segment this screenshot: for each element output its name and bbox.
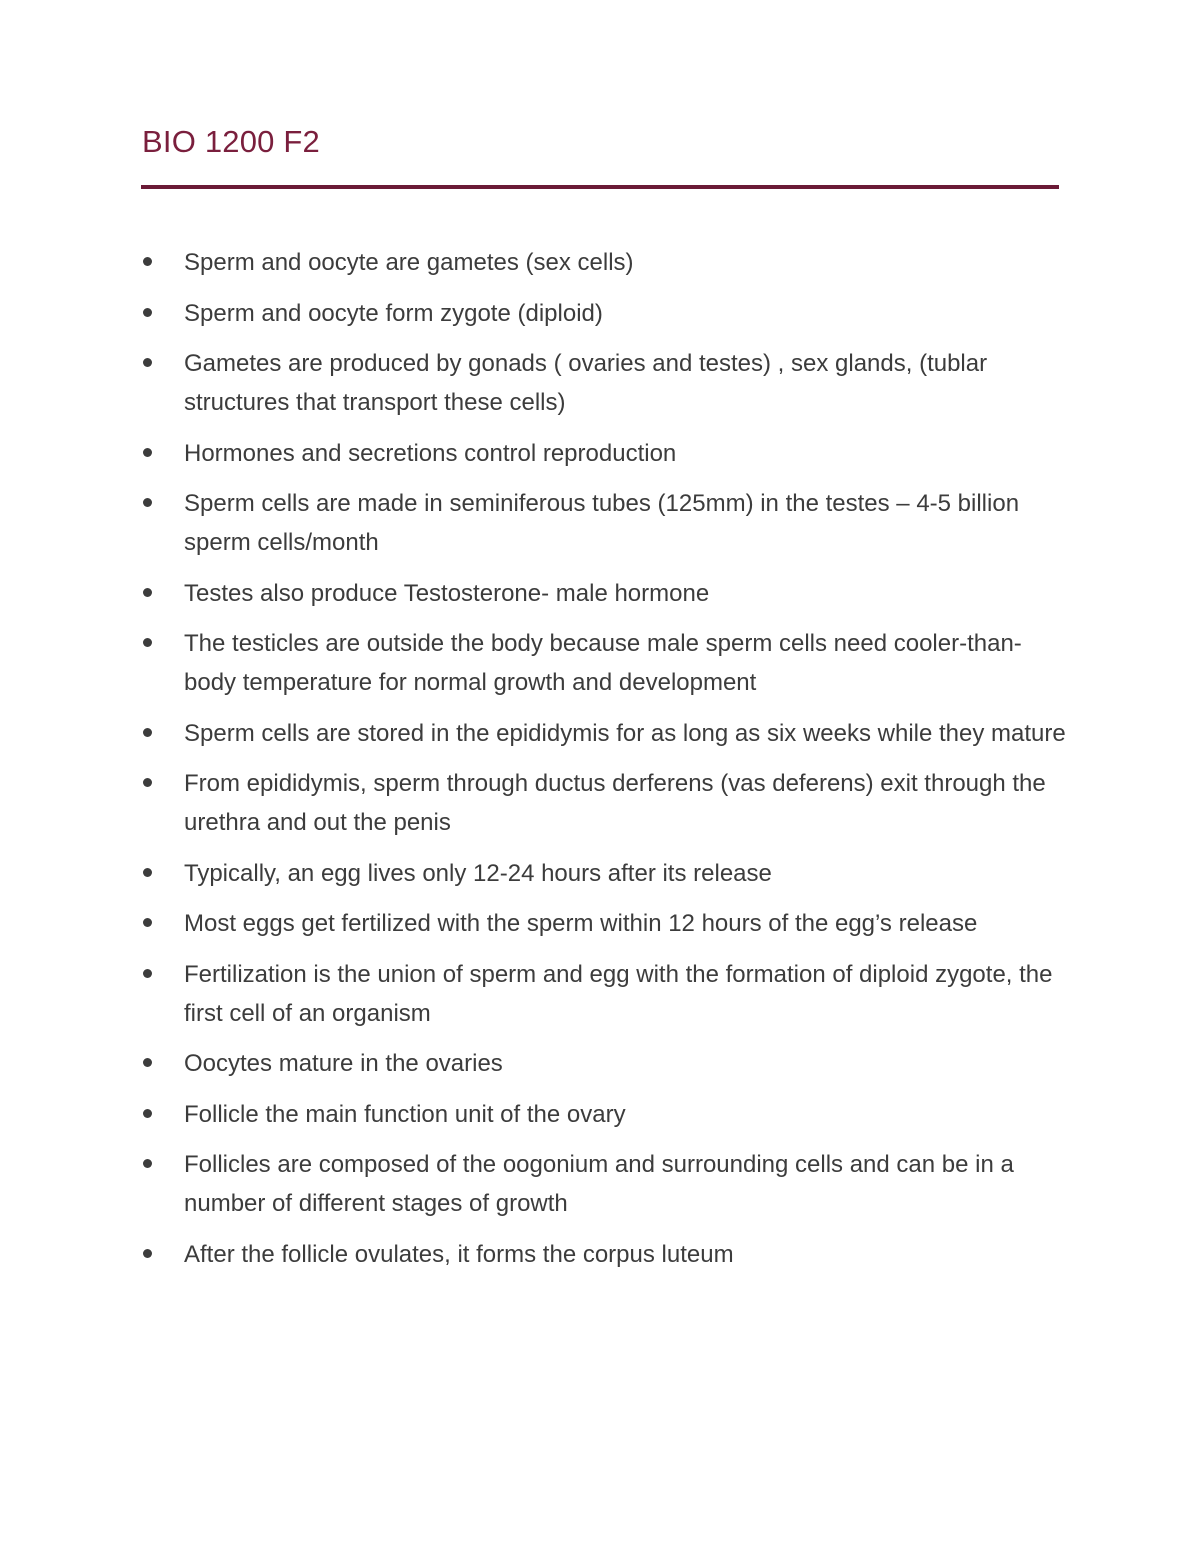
list-item-text: Sperm and oocyte form zygote (diploid)	[184, 299, 603, 327]
list-item	[138, 904, 1068, 943]
list-item-text: The testicles are outside the body because male sperm cells need cooler-than-body temperature for normal growth and development	[184, 630, 1022, 696]
list-item	[138, 624, 1068, 702]
list-item	[138, 955, 1068, 1033]
title-divider	[141, 185, 1059, 189]
bullet-point-icon	[143, 1109, 152, 1118]
bullet-point-icon	[143, 257, 152, 266]
list-item-text: From epididymis, sperm through ductus derferens (vas deferens) exit through the urethra and out the penis	[184, 770, 1046, 836]
list-item	[138, 243, 1068, 282]
bullet-point-icon	[143, 588, 152, 597]
bullet-point-icon	[143, 308, 152, 317]
list-item-text: Typically, an egg lives only 12-24 hours after its release	[184, 859, 772, 887]
list-item	[138, 714, 1068, 753]
list-item	[138, 1095, 1068, 1134]
list-item	[138, 1145, 1068, 1223]
list-item	[138, 344, 1068, 422]
list-item	[138, 1044, 1068, 1083]
list-item-text: Follicles are composed of the oogonium and surrounding cells and can be in a number of different stages of growth	[184, 1151, 1014, 1217]
list-item	[138, 484, 1068, 562]
list-item-text: Sperm cells are made in seminiferous tubes (125mm) in the testes – 4-5 billion sperm cells/month	[184, 490, 1020, 556]
list-item	[138, 434, 1068, 473]
list-item	[138, 294, 1068, 333]
list-item-text: After the follicle ovulates, it forms the corpus luteum	[184, 1240, 734, 1268]
list-item-text: Hormones and secretions control reproduction	[184, 439, 677, 467]
list-item-text: Oocytes mature in the ovaries	[184, 1050, 503, 1077]
list-item-text: Most eggs get fertilized with the sperm within 12 hours of the egg’s release	[184, 910, 978, 937]
list-item	[138, 574, 1068, 613]
list-item	[138, 1235, 1068, 1274]
bullet-point-icon	[143, 728, 152, 737]
bullet-point-icon	[143, 498, 152, 507]
bullet-point-icon	[143, 778, 152, 787]
list-item-text: Testes also produce Testosterone- male hormone	[184, 579, 710, 607]
bullet-point-icon	[143, 358, 152, 367]
list-item-text: Sperm cells are stored in the epididymis for as long as six weeks while they mature	[184, 719, 1066, 747]
list-item-text: Sperm and oocyte are gametes (sex cells)	[184, 249, 634, 276]
bullet-point-icon	[143, 969, 152, 978]
bullet-point-icon	[143, 448, 152, 457]
list-item	[138, 764, 1068, 842]
list-item	[138, 854, 1068, 893]
bullet-point-icon	[143, 1058, 152, 1067]
bullet-point-icon	[143, 918, 152, 927]
list-item-text: Gametes are produced by gonads ( ovaries and testes) , sex glands, (tublar structures that transport these cells)	[184, 350, 988, 416]
bullet-point-icon	[143, 1159, 152, 1168]
bullet-point-icon	[143, 638, 152, 647]
bullet-list	[138, 243, 1068, 1285]
list-item-text: Follicle the main function unit of the ovary	[184, 1100, 626, 1128]
list-item-text: Fertilization is the union of sperm and egg with the formation of diploid zygote, the first cell of an organism	[184, 960, 1053, 1027]
document-title: BIO 1200 F2	[142, 124, 320, 159]
bullet-point-icon	[143, 868, 152, 877]
bullet-point-icon	[143, 1249, 152, 1258]
